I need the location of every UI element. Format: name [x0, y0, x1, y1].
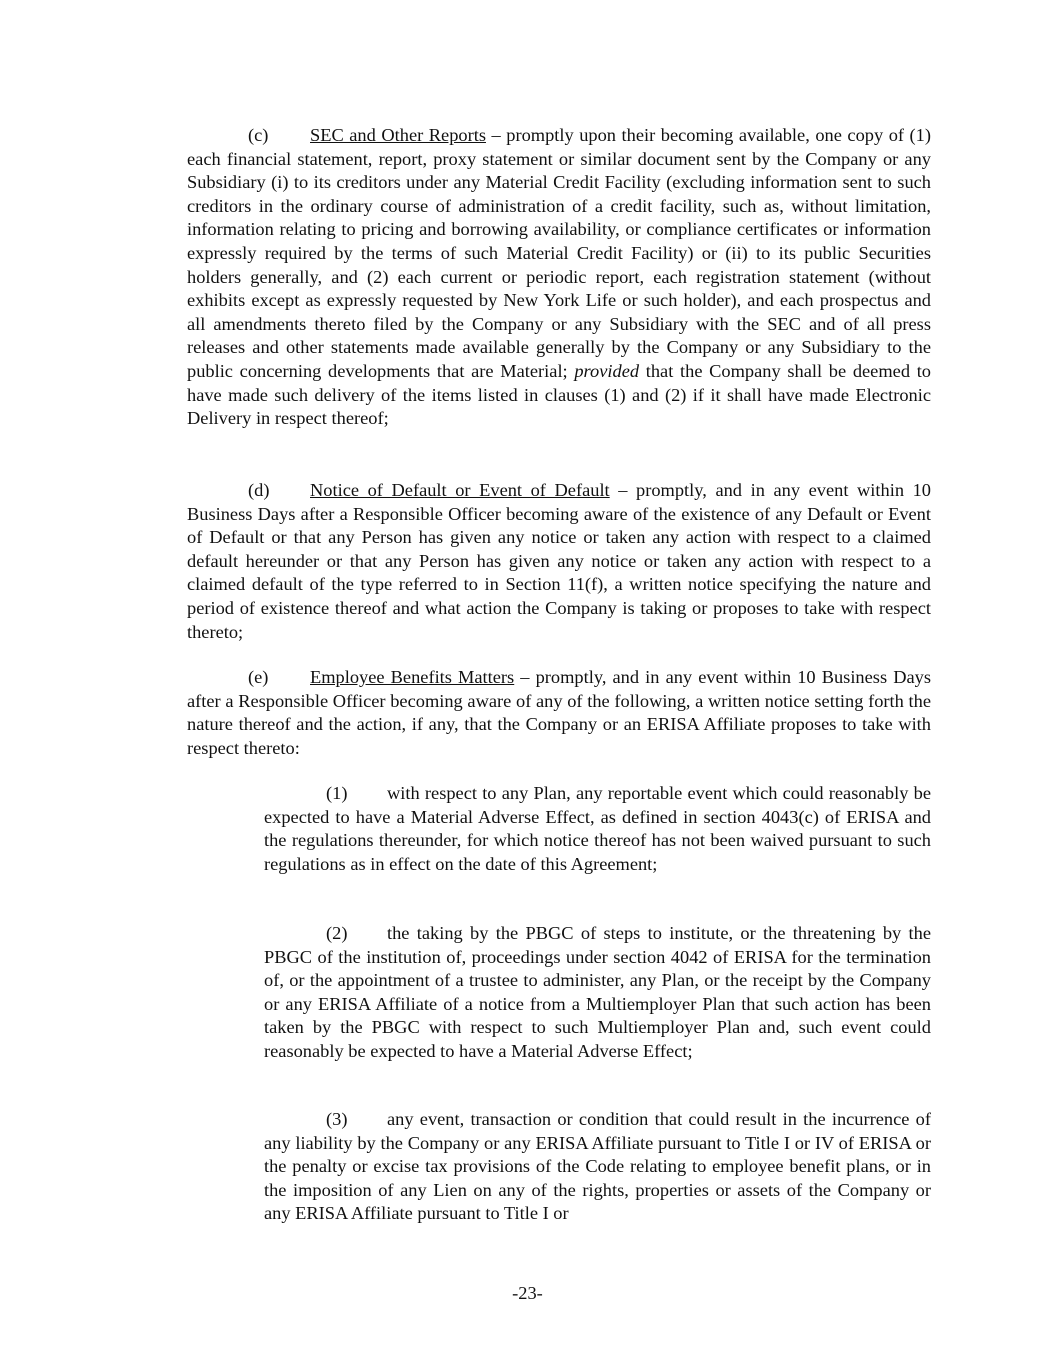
- subparagraph-e3: [264, 1108, 931, 1226]
- paragraph-d: [187, 479, 931, 644]
- subparagraph-e1-text: with respect to any Plan, any reportable event which could reasonably be expected to have a Material Adverse Effect, as defined in section 4043(c) of ERISA and the regulations thereunder, for which notice thereof has not been waived pursuant to such regulations as in effect on the date of this Agreement;: [264, 783, 931, 874]
- subparagraph-e3-number: (3): [326, 1109, 348, 1129]
- page-number: -23-: [512, 1283, 543, 1303]
- subparagraph-e2-number: (2): [326, 923, 348, 943]
- subparagraph-e1: [264, 782, 931, 876]
- paragraph-d-text: – promptly, and in any event within 10 Business Days after a Responsible Officer becoming aware of the existence of any Default or Event of Default or that any Person has given any notice or taken any action with respect to a claimed default hereunder or that any Person has given any notice or taken any action with respect to a claimed default of the type referred to in Section 11(f), a written notice specifying the nature and period of existence thereof and what action the Company is taking or proposes to take with respect thereto;: [187, 480, 931, 642]
- paragraph-d-number: (d): [248, 480, 270, 500]
- paragraph-c-text-end: that the Company shall be deemed to have made such delivery of the items listed in clauses (1) and (2) if it shall have made Electronic Delivery in respect thereof;: [187, 360, 931, 429]
- paragraph-e-text: – promptly, and in any event within 10 Business Days after a Responsible Officer becoming aware of any of the following, a written notice setting forth the nature thereof and the action, if any, that the Company or an ERISA Affiliate proposes to take with respect thereto:: [187, 667, 931, 758]
- paragraph-c: [187, 124, 931, 431]
- subparagraph-e3-text: any event, transaction or condition that could result in the incurrence of any liability by the Company or any ERISA Affiliate pursuant to Title I or IV of ERISA or the penalty or excise tax provisions of the Code relating to employee benefit plans, or in the imposition of any Lien on any of the rights, properties or assets of the Company or any ERISA Affiliate pursuant to Title I or: [264, 1109, 931, 1224]
- paragraph-d-heading: Notice of Default or Event of Default: [310, 480, 610, 500]
- subparagraph-e2-text: the taking by the PBGC of steps to institute, or the threatening by the PBGC of the institution of, proceedings under section 4042 of ERISA for the termination of, or the appointment of a trustee to administer, any Plan, or the receipt by the Company or any ERISA Affiliate of a notice from a Multiemployer Plan that such action has been taken by the PBGC with respect to such Multiemployer Plan and, such event could reasonably be expected to have a Material Adverse Effect;: [264, 923, 931, 1061]
- subparagraph-e1-number: (1): [326, 783, 348, 803]
- subparagraph-e2: [264, 922, 931, 1064]
- paragraph-c-text: – promptly upon their becoming available, one copy of (1) each financial statement, report, proxy statement or similar document sent by the Company or any Subsidiary (i) to its creditors under any Material Credit Facility (excluding information sent to such creditors in the ordinary course of administration of a credit facility, such as, without limitation, information relating to pricing and borrowing availability, or compliance certificates or information expressly required by the terms of such Material Credit Facility) or (ii) to its public Securities holders generally, and (2) each current or periodic report, each registration statement (without exhibits except as expressly requested by New York Life or such holder), and each prospectus and all amendments thereto filed by the Company or any Subsidiary with the SEC and of all press releases and other statements made available generally by the Company or any Subsidiary to the public concerning developments that are Material;: [187, 125, 931, 381]
- paragraph-e: [187, 666, 931, 760]
- paragraph-c-provided: provided: [574, 360, 640, 381]
- paragraph-c-heading: SEC and Other Reports: [310, 125, 486, 145]
- paragraph-e-number: (e): [248, 667, 269, 687]
- paragraph-e-heading: Employee Benefits Matters: [310, 667, 515, 687]
- paragraph-c-number: (c): [248, 125, 269, 145]
